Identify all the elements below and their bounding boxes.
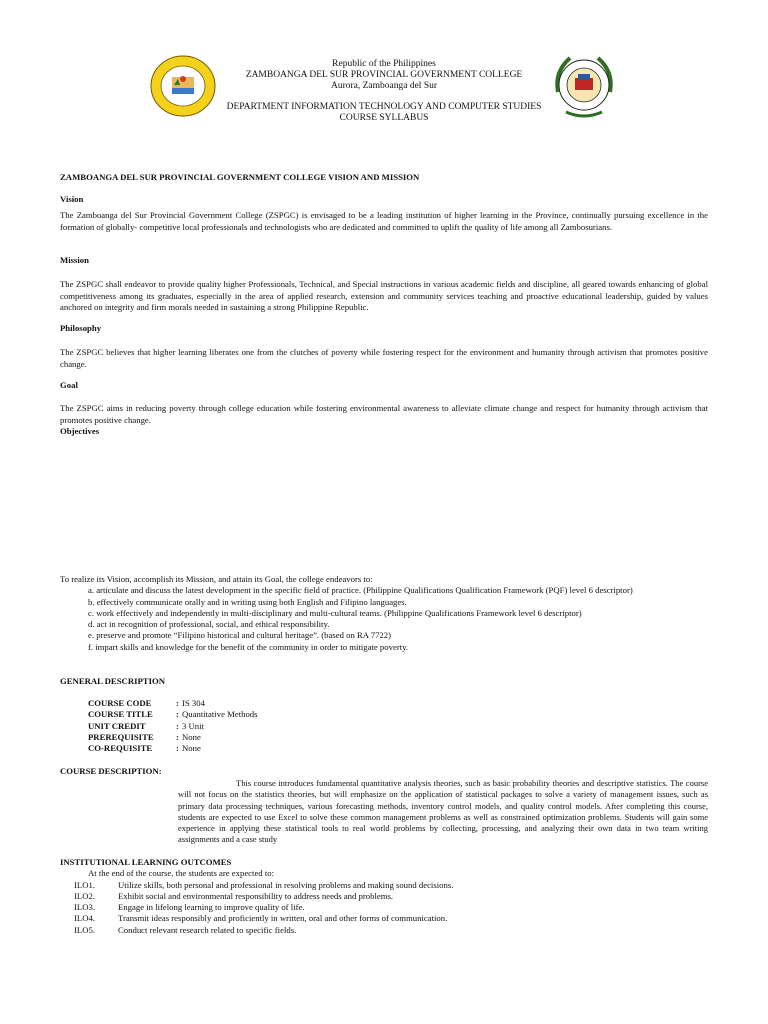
ilo-heading: INSTITUTIONAL LEARNING OUTCOMES	[60, 857, 232, 867]
ilo-code: ILO4.	[74, 913, 95, 924]
list-item	[60, 902, 720, 913]
course-description-heading: COURSE DESCRIPTION:	[60, 766, 162, 776]
course-title-value: Quantitative Methods	[182, 709, 258, 720]
prerequisite-row: PREREQUISITE : None	[88, 731, 201, 742]
unit-credit-label: UNIT CREDIT	[88, 720, 146, 731]
list-item	[60, 925, 720, 936]
ilo-intro: At the end of the course, the students are expected to:	[88, 868, 274, 879]
objectives-heading: Objectives	[60, 426, 100, 436]
objectives-list	[60, 574, 720, 653]
list-item: e. preserve and promote “Filipino historical and cultural heritage”. (based on RA 7722)	[88, 630, 392, 641]
corequisite-label: CO-REQUISITE	[88, 743, 153, 754]
corequisite-row: CO-REQUISITE : None	[88, 743, 201, 754]
college-address: Aurora, Zamboanga del Sur	[330, 81, 438, 91]
list-item: b. effectively communicate orally and in writing using both English and Filipino languages.	[88, 596, 407, 607]
goal-text: The ZSPGC aims in reducing poverty through college education while fostering environmental awareness to alleviate climate change and respect for humanity through activism that promotes positive change.	[60, 403, 708, 425]
list-item: c. work effectively and independently in multi-disciplinary and multi-cultural teams. (Philippine Qualifications Framework level 6 descriptor)	[88, 607, 582, 618]
list-item	[60, 880, 720, 891]
list-item: d. act in recognition of professional, social, and ethical responsibility.	[88, 619, 330, 630]
ilo-text: Engage in lifelong learning to improve quality of life.	[118, 902, 305, 913]
corequisite-value: None	[182, 743, 201, 754]
mission-heading: Mission	[60, 255, 89, 265]
republic-line: Republic of the Philippines	[332, 59, 436, 69]
vision-text: The Zamboanga del Sur Provincial Government College (ZSPGC) is envisaged to be a leading institution of higher learning in the Province, continually pursuing excellence in the formation of globally- competitive local professionals and technologists who are dedicated and committed to uplift the quality of life among all Zambosurians.	[60, 210, 708, 232]
course-info-table	[88, 698, 258, 754]
list-item: f. impart skills and knowledge for the benefit of the community in order to mitigate poverty.	[88, 641, 409, 652]
ilo-code: ILO3.	[74, 902, 95, 913]
ilo-text: Transmit ideas responsibly and proficiently in written, oral and other forms of communication.	[118, 913, 448, 924]
course-title-row: COURSE TITLE : Quantitative Methods	[88, 709, 258, 720]
list-item: a. articulate and discuss the latest development in the specific field of practice. (Philippine Qualifications Qualification Framework (PQF) level 6 descriptor)	[88, 585, 633, 596]
philosophy-text: The ZSPGC believes that higher learning liberates one from the clutches of poverty while fostering respect for the environment and humanity through activism that promotes positive change.	[60, 347, 708, 369]
philosophy-heading: Philosophy	[60, 323, 102, 333]
ilo-code: ILO1.	[74, 879, 95, 890]
college-name: ZAMBOANGA DEL SUR PROVINCIAL GOVERNMENT COLLEGE	[245, 70, 523, 80]
course-code-value: IS 304	[182, 698, 205, 708]
goal-heading: Goal	[60, 380, 78, 390]
unit-credit-row: UNIT CREDIT : 3 Unit	[88, 720, 204, 731]
course-code-label: COURSE CODE	[88, 698, 152, 708]
prerequisite-value: None	[182, 731, 201, 742]
course-title-label: COURSE TITLE	[88, 709, 153, 720]
course-description-body: This course introduces fundamental quantitative analysis theories, such as basic probability theories and descriptive statistics. The course will not focus on the statistics theories, but will emphasize on the application of statistical packages to solve a variety of management issues, such as primary data processing techniques, various forecasting methods, inventory control models, and quality control models. After completing this course, students are expected to use Excel to solve these common management problems as well as constrained optimization problems. Students will gain some experience in applying these statistical tools to real world problems by collecting, processing, and analyzing their own data in two team writing assignments and a case study	[178, 778, 708, 845]
ilo-code: ILO5.	[74, 924, 95, 935]
vision-mission-title: ZAMBOANGA DEL SUR PROVINCIAL GOVERNMENT COLLEGE VISION AND MISSION	[60, 172, 420, 182]
document-type: COURSE SYLLABUS	[339, 113, 429, 123]
document-header	[150, 59, 618, 124]
ilo-code: ILO2.	[74, 890, 95, 901]
course-code-row: COURSE CODE : IS 304	[88, 698, 205, 708]
vision-heading: Vision	[60, 194, 84, 204]
ilo-text: Conduct relevant research related to specific fields.	[118, 924, 297, 935]
ilo-text: Utilize skills, both personal and professional in resolving problems and making sound decisions.	[118, 879, 454, 890]
prerequisite-label: PREREQUISITE	[88, 731, 154, 742]
learning-outcomes	[60, 857, 720, 936]
list-item	[60, 913, 720, 924]
unit-credit-value: 3 Unit	[182, 720, 204, 731]
course-description-text	[178, 778, 708, 846]
ilo-text: Exhibit social and environmental responsibility to address needs and problems.	[118, 890, 394, 901]
department-name: DEPARTMENT INFORMATION TECHNOLOGY AND COMPUTER STUDIES	[226, 102, 542, 112]
general-description-heading: GENERAL DESCRIPTION	[60, 676, 165, 686]
objectives-intro: To realize its Vision, accomplish its Mission, and attain its Goal, the college endeavors to:	[60, 574, 373, 584]
mission-text: The ZSPGC shall endeavor to provide quality higher Professionals, Technical, and Special instructions in various academic fields and discipline, all geared towards enhancing of global competitiveness among its graduates, especially in the area of applied research, extension and community services teaching and proactive educational leadership, guided by values anchored on integrity and firm morals needed in sustaining a strong Philippine Republic.	[60, 279, 708, 312]
list-item	[60, 891, 720, 902]
